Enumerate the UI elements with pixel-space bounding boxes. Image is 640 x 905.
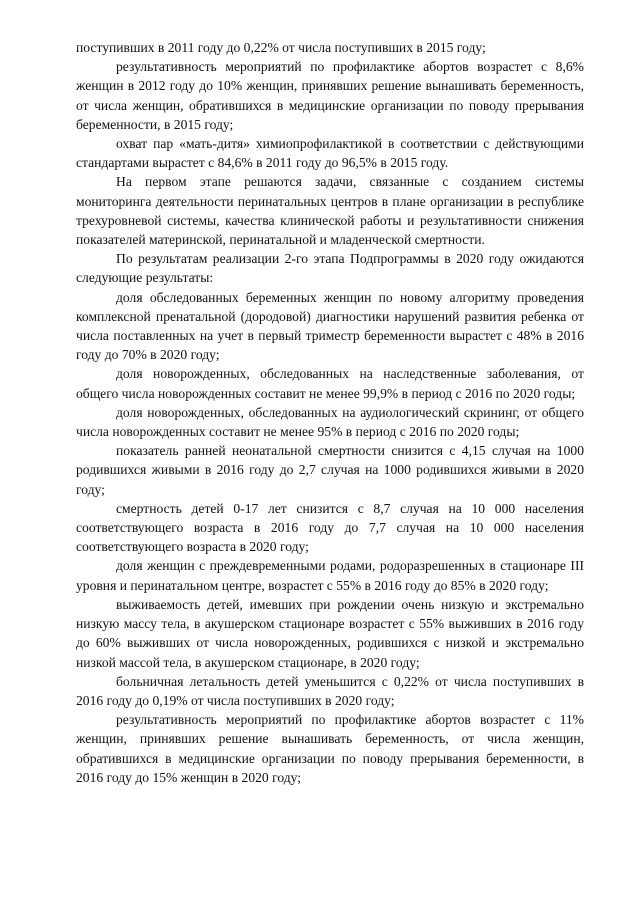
paragraph-10: смертность детей 0-17 лет снизится с 8,7 случая на 10 000 населения соответствующего возраста в 2016 году до 7,7 случая на 10 000 населения соответствующего возраста в 2020 году; [76, 500, 584, 555]
paragraph-11: доля женщин с преждевременными родами, родоразрешенных в стационаре III уровня и перинатальном центре, возрастет с 55% в 2016 году до 85% в 2020 году; [76, 558, 584, 593]
paragraph-1: поступивших в 2011 году до 0,22% от числа поступивших в 2015 году; [76, 40, 486, 55]
paragraph-6: доля обследованных беременных женщин по новому алгоритму проведения комплексной пренатальной (дородовой) диагностики нарушений развития ребенка от числа поставленных на учет в первый триместр беременности вырастет с 48% в 2016 году до 70% в 2020 году; [76, 289, 584, 363]
paragraph-5: По результатам реализации 2-го этапа Подпрограммы в 2020 году ожидаются следующие результаты: [76, 251, 584, 286]
paragraph-3: охват пар «мать-дитя» химиопрофилактикой в соответствии с действующими стандартами вырастет с 84,6% в 2011 году до 96,5% в 2015 году. [76, 136, 584, 171]
paragraph-7: доля новорожденных, обследованных на наследственные заболевания, от общего числа новорожденных составит не менее 99,9% в период с 2016 по 2020 годы; [76, 366, 584, 401]
paragraph-4: На первом этапе решаются задачи, связанные с созданием системы мониторинга деятельности перинатальных центров в плане организации в республике трехуровневой системы, качества клинической работы и результативности снижения показателей материнской, перинатальной и младенческой смертности. [76, 174, 584, 248]
paragraph-12: выживаемость детей, имевших при рождении очень низкую и экстремально низкую массу тела, в акушерском стационаре возрастет с 55% выживших в 2016 году до 60% выживших от числа новорожденных, родившихся с низкой и экстремально низкой массой тела, в акушерском стационаре, в 2020 году; [76, 596, 584, 670]
paragraph-8: доля новорожденных, обследованных на аудиологический скрининг, от общего числа новорожденных составит не менее 95% в период с 2016 по 2020 годы; [76, 404, 584, 440]
paragraph-2: результативность мероприятий по профилактике абортов возрастет с 8,6% женщин в 2012 году до 10% женщин, принявших решение вынашивать беременность, от числа женщин, обратившихся в медицинские организации по поводу прерывания беременности, в 2015 году; [76, 59, 584, 132]
paragraph-9: показатель ранней неонатальной смертности снизится с 4,15 случая на 1000 родившихся живыми в 2016 году до 2,7 случая на 1000 родившихся живыми в 2020 году; [76, 443, 584, 497]
document-page [76, 38, 584, 787]
paragraph-13: больничная летальность детей уменьшится с 0,22% от числа поступивших в 2016 году до 0,19% от числа поступивших в 2020 году; [76, 673, 584, 708]
paragraph-14: результативность мероприятий по профилактике абортов возрастет с 11% женщин, принявших решение вынашивать беременность, от числа женщин, обратившихся в медицинские организации по поводу прерывания беременности, в 2016 году до 15% женщин в 2020 году; [76, 712, 584, 785]
